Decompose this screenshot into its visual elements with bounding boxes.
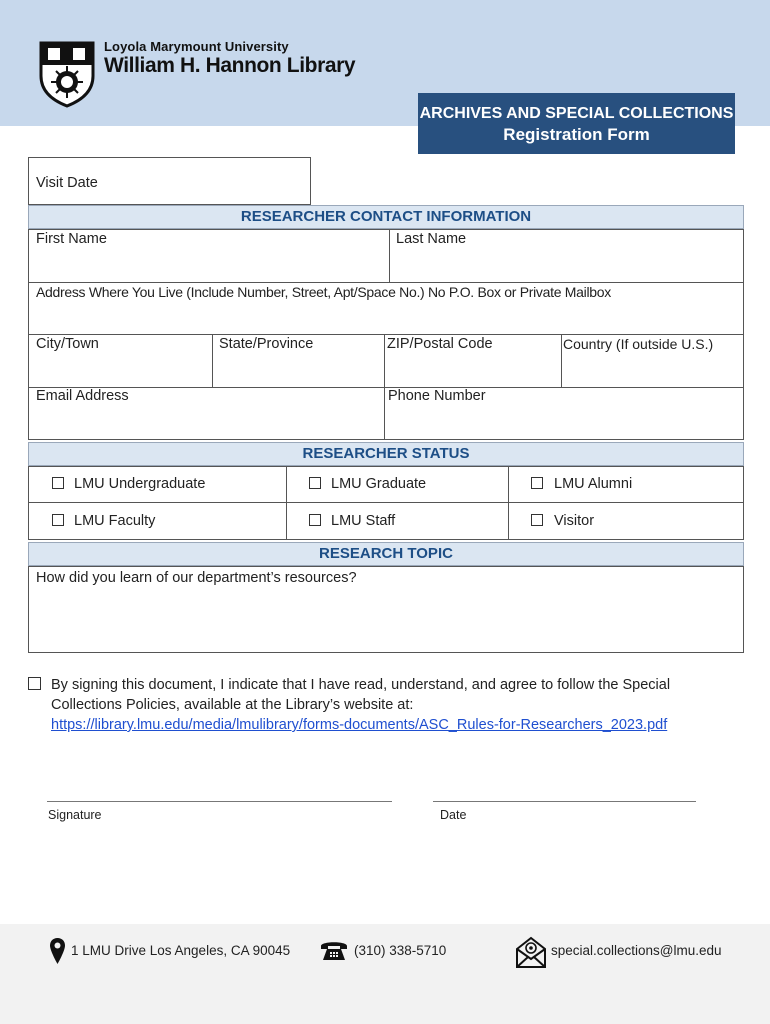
divider [286,466,287,540]
first-name-label: First Name [36,231,107,247]
topic-section-header: RESEARCH TOPIC [28,542,744,566]
status-label-staff: LMU Staff [331,513,396,529]
date-line [433,801,696,802]
status-label-faculty: LMU Faculty [74,513,156,529]
consent-text [51,675,741,735]
status-checkbox-alumni[interactable] [531,477,543,489]
university-shield-icon [38,40,96,108]
phone-label: Phone Number [388,388,486,404]
status-label-alumni: LMU Alumni [554,476,633,492]
footer-email[interactable]: special.collections@lmu.edu [551,943,722,958]
form-title-box [418,93,735,154]
address-label: Address Where You Live (Include Number, Street, Apt/Space No.) No P.O. Box or Private Mailbox [36,284,611,300]
footer-address: 1 LMU Drive Los Angeles, CA 90045 [71,943,291,958]
country-label: Country (If outside U.S.) [563,336,714,352]
status-label-graduate: LMU Graduate [331,476,427,492]
state-label: State/Province [219,336,314,352]
status-label-visitor: Visitor [554,513,595,529]
consent-line-2: Collections Policies, available at the Library’s website at: [51,697,414,713]
policies-link[interactable]: https://library.lmu.edu/media/lmulibrary/forms-documents/ASC_Rules-for-Researchers_2023.pdf [51,717,668,733]
contact-section-header: RESEARCHER CONTACT INFORMATION [28,205,744,229]
signature-line [47,801,392,802]
status-checkbox-undergraduate[interactable] [52,477,64,489]
consent-checkbox[interactable] [28,677,41,690]
telephone-icon [319,938,349,962]
divider [28,502,744,503]
form-title: Registration Form [503,125,650,144]
date-label: Date [440,808,467,822]
divider [508,466,509,540]
email-label: Email Address [36,388,129,404]
library-name: William H. Hannon Library [104,54,356,77]
status-checkbox-staff[interactable] [309,514,321,526]
consent-line-1: By signing this document, I indicate that I have read, understand, and agree to follow the Special [51,677,671,693]
signature-label: Signature [48,808,102,822]
form-department-title: ARCHIVES AND SPECIAL COLLECTIONS [419,105,734,122]
status-checkbox-graduate[interactable] [309,477,321,489]
status-checkbox-faculty[interactable] [52,514,64,526]
status-checkbox-visitor[interactable] [531,514,543,526]
visit-date-label: Visit Date [36,175,98,191]
status-label-undergraduate: LMU Undergraduate [74,476,206,492]
map-pin-icon [49,937,66,965]
footer-band [0,924,770,1024]
envelope-icon [515,935,547,969]
topic-question-label: How did you learn of our department’s resources? [36,570,357,586]
footer-phone: (310) 338-5710 [354,943,447,958]
university-name: Loyola Marymount University [104,39,289,54]
status-section-header: RESEARCHER STATUS [28,442,744,466]
zip-label: ZIP/Postal Code [387,336,493,352]
city-label: City/Town [36,336,99,352]
last-name-label: Last Name [396,231,467,247]
